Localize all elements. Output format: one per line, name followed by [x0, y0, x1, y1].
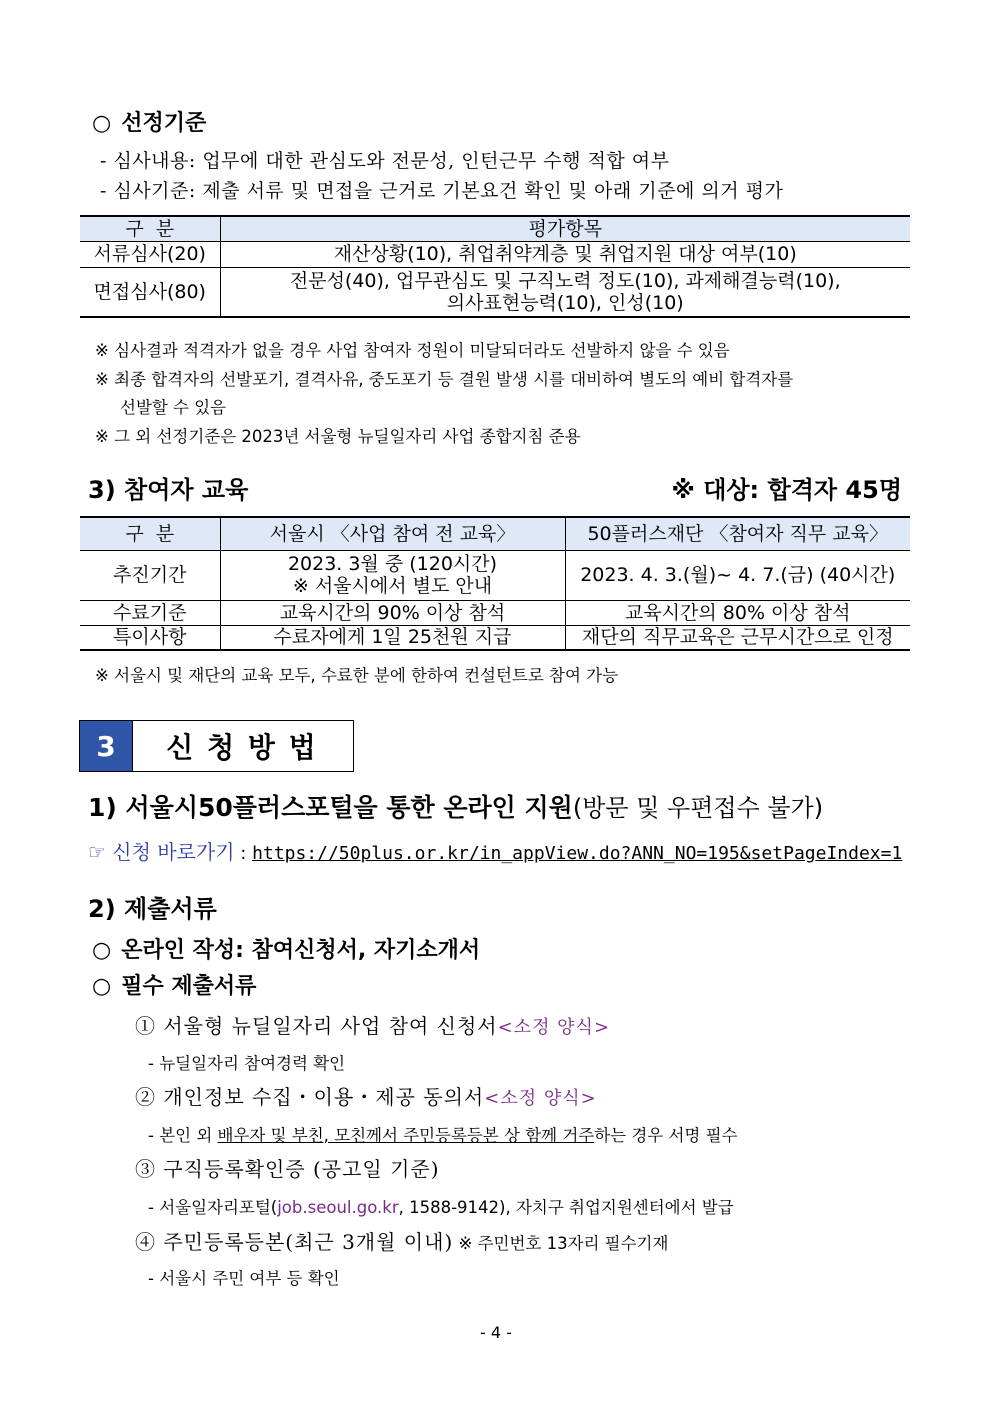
- apply-link[interactable]: https://50plus.or.kr/in_appView.do?ANN_NO=195&setPageIndex=1: [252, 843, 903, 864]
- apply-title-note: (방문 및 우편접수 불가): [572, 794, 824, 822]
- docs-required: ○ 필수 제출서류: [92, 974, 257, 999]
- table-cell: 수료기준: [80, 600, 220, 625]
- apply-link-separator: :: [234, 843, 253, 864]
- docs-title: 2) 제출서류: [88, 895, 217, 923]
- education-note: ※ 서울시 및 재단의 교육 모두, 수료한 분에 한하여 컨설턴트로 참여 가능: [95, 666, 619, 685]
- doc-item-2: ② 개인정보 수집・이용・제공 동의서<소정 양식>: [135, 1085, 597, 1109]
- apply-link-line: [88, 836, 902, 865]
- cell-line: 2023. 3월 중 (120시간): [287, 553, 498, 575]
- table-header: 평가항목: [220, 216, 910, 241]
- criteria-table: [80, 215, 910, 318]
- form-tag: <소정 양식>: [497, 1017, 611, 1038]
- underlined-text: 배우자 및 부친, 모친께서 주민등록등본 상 함께 거주: [217, 1126, 595, 1145]
- doc-item-1-sub: - 뉴딜일자리 참여경력 확인: [148, 1054, 346, 1073]
- table-cell: 서류심사(20): [80, 241, 220, 267]
- apply-link-label: ☞ 신청 바로가기: [88, 840, 235, 864]
- table-cell: 교육시간의 80% 이상 참석: [565, 600, 910, 625]
- circle-bullet-icon: ○: [92, 111, 112, 136]
- form-tag: <소정 양식>: [484, 1088, 597, 1109]
- education-title: 3) 참여자 교육: [88, 476, 249, 504]
- criteria-note2-cont: 선발할 수 있음: [120, 398, 227, 417]
- doc-item-4: ④ 주민등록등본(최근 3개월 이내) ※ 주민번호 13자리 필수기재: [135, 1230, 669, 1254]
- table-cell: 2023. 4. 3.(월)~ 4. 7.(금) (40시간): [565, 550, 910, 600]
- section-number-box: 3: [79, 720, 133, 772]
- criteria-heading: ○ 선정기준: [92, 111, 207, 136]
- page-number: - 4 -: [480, 1323, 512, 1342]
- circle-bullet-icon: ○: [92, 974, 112, 999]
- table-cell: 재산상황(10), 취업취약계층 및 취업지원 대상 여부(10): [220, 241, 910, 267]
- cell-line: ※ 서울시에서 별도 안내: [292, 575, 493, 597]
- doc-item-1: ① 서울형 뉴딜일자리 사업 참여 신청서<소정 양식>: [135, 1014, 611, 1038]
- education-table: [80, 516, 910, 651]
- criteria-note2: ※ 최종 합격자의 선발포기, 결격사유, 중도포기 등 결원 발생 시를 대비하여 별도의 예비 합격자를: [95, 370, 794, 389]
- apply-title: [88, 788, 823, 824]
- table-cell: [220, 267, 910, 317]
- table-cell: 면접심사(80): [80, 267, 220, 317]
- table-cell: 추진기간: [80, 550, 220, 600]
- doc-item-4-sub: - 서울시 주민 여부 등 확인: [148, 1269, 340, 1288]
- doc-item-3: ③ 구직등록확인증 (공고일 기준): [135, 1157, 440, 1181]
- apply-title-main: 1) 서울시50플러스포털을 통한 온라인 지원: [88, 793, 573, 822]
- table-cell: 수료자에게 1일 25천원 지급: [220, 625, 565, 650]
- portal-link[interactable]: job.seoul.go.kr: [277, 1198, 399, 1217]
- table-cell: [220, 550, 565, 600]
- table-header: 구 분: [80, 216, 220, 241]
- table-header: 서울시 〈사업 참여 전 교육〉: [220, 517, 565, 550]
- table-cell: 교육시간의 90% 이상 참석: [220, 600, 565, 625]
- docs-online: ○ 온라인 작성: 참여신청서, 자기소개서: [92, 938, 481, 963]
- criteria-note1: ※ 심사결과 적격자가 없을 경우 사업 참여자 정원이 미달되더라도 선발하지 않을 수 있음: [95, 341, 730, 360]
- cell-line: 전문성(40), 업무관심도 및 구직노력 정도(10), 과제해결능력(10),: [289, 269, 841, 292]
- section-title: 신 청 방 법: [131, 720, 354, 772]
- table-cell: 특이사항: [80, 625, 220, 650]
- criteria-note3: ※ 그 외 선정기준은 2023년 서울형 뉴딜일자리 사업 종합지침 준용: [95, 427, 581, 446]
- cell-line: 의사표현능력(10), 인성(10): [446, 291, 684, 314]
- doc-item-4-note: ※ 주민번호 13자리 필수기재: [453, 1234, 669, 1253]
- table-header: 50플러스재단 〈참여자 직무 교육〉: [565, 517, 910, 550]
- criteria-line2: - 심사기준: 제출 서류 및 면접을 근거로 기본요건 확인 및 아래 기준에 의거 평가: [100, 180, 784, 202]
- education-target: ※ 대상: 합격자 45명: [671, 476, 902, 504]
- circle-bullet-icon: ○: [92, 938, 112, 963]
- criteria-line1: - 심사내용: 업무에 대한 관심도와 전문성, 인턴근무 수행 적합 여부: [100, 150, 670, 172]
- table-header: 구 분: [80, 517, 220, 550]
- doc-item-3-sub: - 서울일자리포털(job.seoul.go.kr, 1588-9142), 자치구 취업지원센터에서 발급: [148, 1198, 734, 1217]
- table-cell: 재단의 직무교육은 근무시간으로 인정: [565, 625, 910, 650]
- doc-item-2-sub: - 본인 외 배우자 및 부친, 모친께서 주민등록등본 상 함께 거주하는 경우 서명 필수: [148, 1126, 738, 1145]
